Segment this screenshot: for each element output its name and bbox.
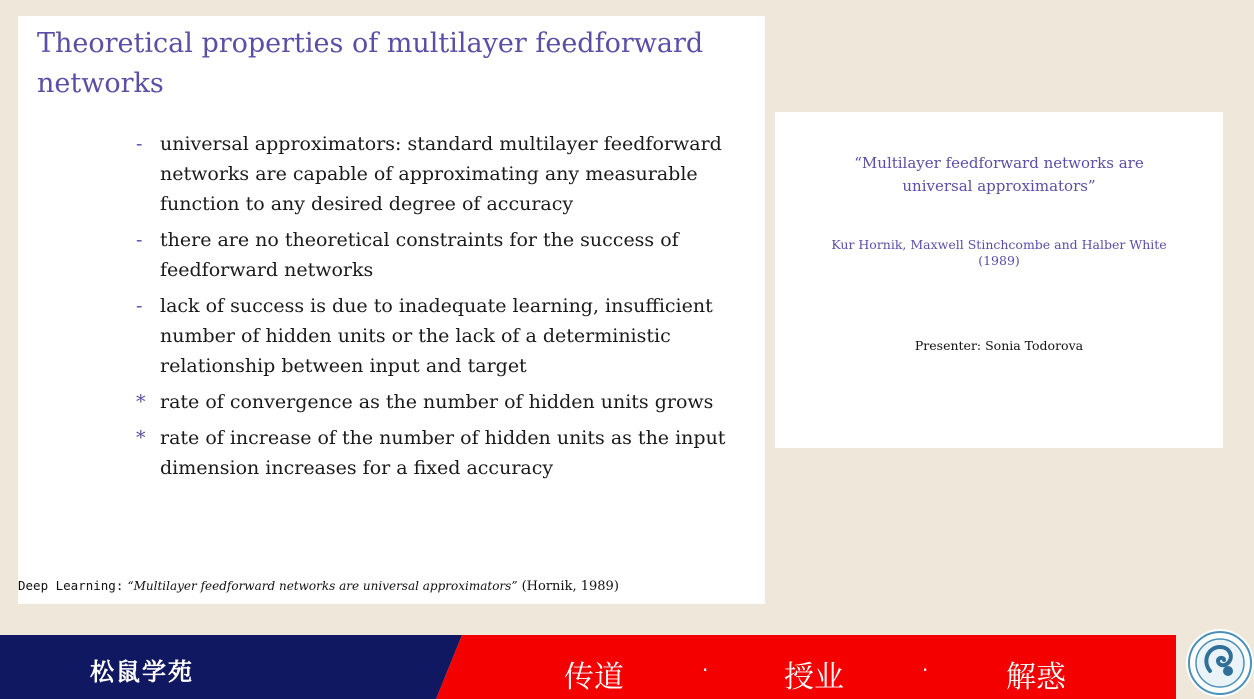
- presenter-line: Presenter: Sonia Todorova: [914, 338, 1084, 353]
- list-item: [136, 291, 736, 381]
- paper-title: [775, 152, 1223, 198]
- squirrel-logo-icon: [1184, 627, 1254, 699]
- motto-item: 传道: [564, 660, 624, 695]
- paper-title-line: universal approximators”: [902, 177, 1096, 195]
- motto-separator: ·: [922, 658, 929, 682]
- footer-citation: [18, 578, 619, 594]
- motto-item: 授业: [784, 660, 844, 695]
- brand-name: 松鼠学苑: [90, 658, 194, 686]
- bullet-marker: -: [136, 229, 143, 251]
- bullet-text: lack of success is due to inadequate learning, insufficient number of hidden units or the lack of a deterministic relationship between input and target: [160, 295, 713, 377]
- bullet-text: rate of increase of the number of hidden units as the input dimension increases for a fixed accuracy: [160, 427, 726, 479]
- bullet-text: universal approximators: standard multilayer feedforward networks are capable of approximating any measurable function to any desired degree of accuracy: [160, 133, 722, 215]
- banner-left: [0, 635, 480, 699]
- authors-line: Kur Hornik, Maxwell Stinchcombe and Halber White: [831, 237, 1167, 252]
- bullet-marker: *: [136, 427, 146, 449]
- list-item: [136, 387, 736, 417]
- slide-title: Theoretical properties of multilayer feedforward networks: [37, 28, 704, 99]
- list-item: [136, 129, 736, 219]
- main-slide: [18, 16, 765, 604]
- footer-quote: “Multilayer feedforward networks are universal approximators”: [127, 579, 518, 593]
- bullet-text: there are no theoretical constraints for the success of feedforward networks: [160, 229, 679, 281]
- motto-item: 解惑: [1006, 660, 1066, 695]
- footer-ref: (Hornik, 1989): [521, 579, 619, 594]
- title-slide-thumbnail: [775, 112, 1223, 448]
- paper-title-line: “Multilayer feedforward networks are: [854, 154, 1144, 172]
- bullet-marker: -: [136, 133, 143, 155]
- year-line: (1989): [978, 253, 1020, 268]
- bullet-text: rate of convergence as the number of hidden units grows: [160, 391, 714, 413]
- paper-authors: [775, 237, 1223, 269]
- bullet-list: [136, 129, 736, 489]
- motto-separator: ·: [702, 658, 709, 682]
- list-item: [136, 225, 736, 285]
- footer-label: Deep Learning:: [18, 578, 124, 593]
- bullet-marker: *: [136, 391, 146, 413]
- bullet-marker: -: [136, 295, 143, 317]
- list-item: [136, 423, 736, 483]
